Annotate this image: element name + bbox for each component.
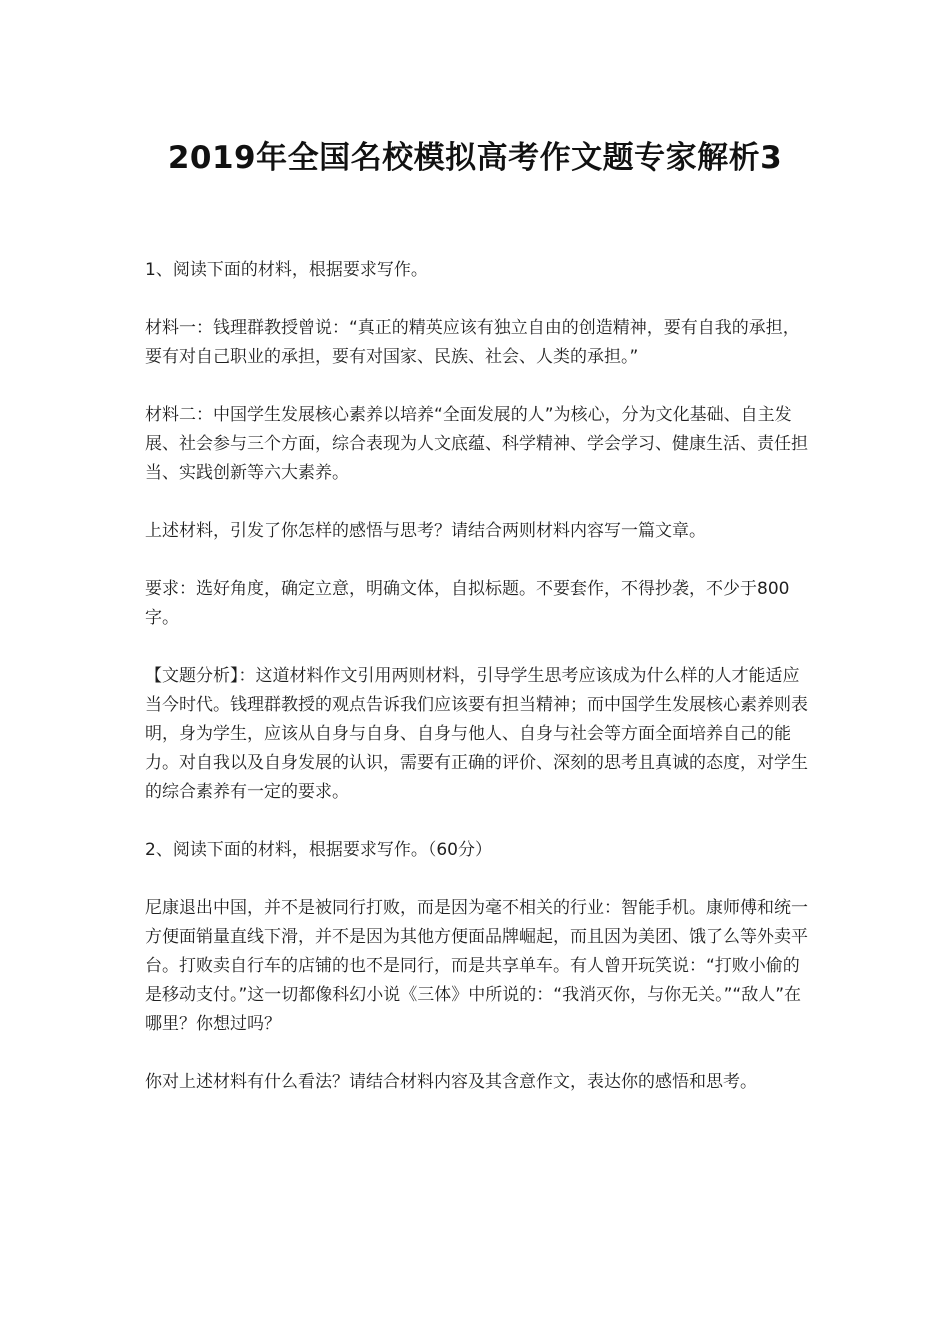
document-body	[145, 256, 809, 1126]
question-2-heading: 2、阅读下面的材料，根据要求写作。（60分）	[145, 840, 492, 860]
material-two: 材料二：中国学生发展核心素养以培养“全面发展的人”为核心，分为文化基础、自主发展、社会参与三个方面，综合表现为人文底蕴、科学精神、学会学习、健康生活、责任担当、实践创新等六大素养。	[145, 405, 808, 483]
requirements-1: 要求：选好角度，确定立意，明确文体，自拟标题。不要套作，不得抄袭，不少于800字。	[145, 579, 790, 628]
writing-prompt-1: 上述材料，引发了你怎样的感悟与思考？请结合两则材料内容写一篇文章。	[145, 521, 706, 541]
document-title: 2019年全国名校模拟高考作文题专家解析3	[167, 140, 783, 176]
material-2: 尼康退出中国，并不是被同行打败，而是因为毫不相关的行业：智能手机。康师傅和统一方便面销量直线下滑，并不是因为其他方便面品牌崛起，而且因为美团、饿了么等外卖平台。打败卖自行车的店铺的也不是同行，而是共享单车。有人曾开玩笑说：“打败小偷的是移动支付。”这一切都像科幻小说《三体》中所说的：“我消灭你，与你无关。”“敌人”在哪里？你想过吗？	[145, 898, 808, 1034]
question-1-heading: 1、阅读下面的材料，根据要求写作。	[145, 260, 428, 280]
analysis-1: 【文题分析】：这道材料作文引用两则材料，引导学生思考应该成为什么样的人才能适应当今时代。钱理群教授的观点告诉我们应该要有担当精神；而中国学生发展核心素养则表明，身为学生，应该从自身与自身、自身与他人、自身与社会等方面全面培养自己的能力。对自我以及自身发展的认识，需要有正确的评价、深刻的思考且真诚的态度，对学生的综合素养有一定的要求。	[145, 666, 808, 802]
writing-prompt-2: 你对上述材料有什么看法？请结合材料内容及其含意作文，表达你的感悟和思考。	[145, 1072, 757, 1092]
material-one: 材料一：钱理群教授曾说：“真正的精英应该有独立自由的创造精神，要有自我的承担，要有对自己职业的承担，要有对国家、民族、社会、人类的承担。”	[145, 318, 800, 367]
